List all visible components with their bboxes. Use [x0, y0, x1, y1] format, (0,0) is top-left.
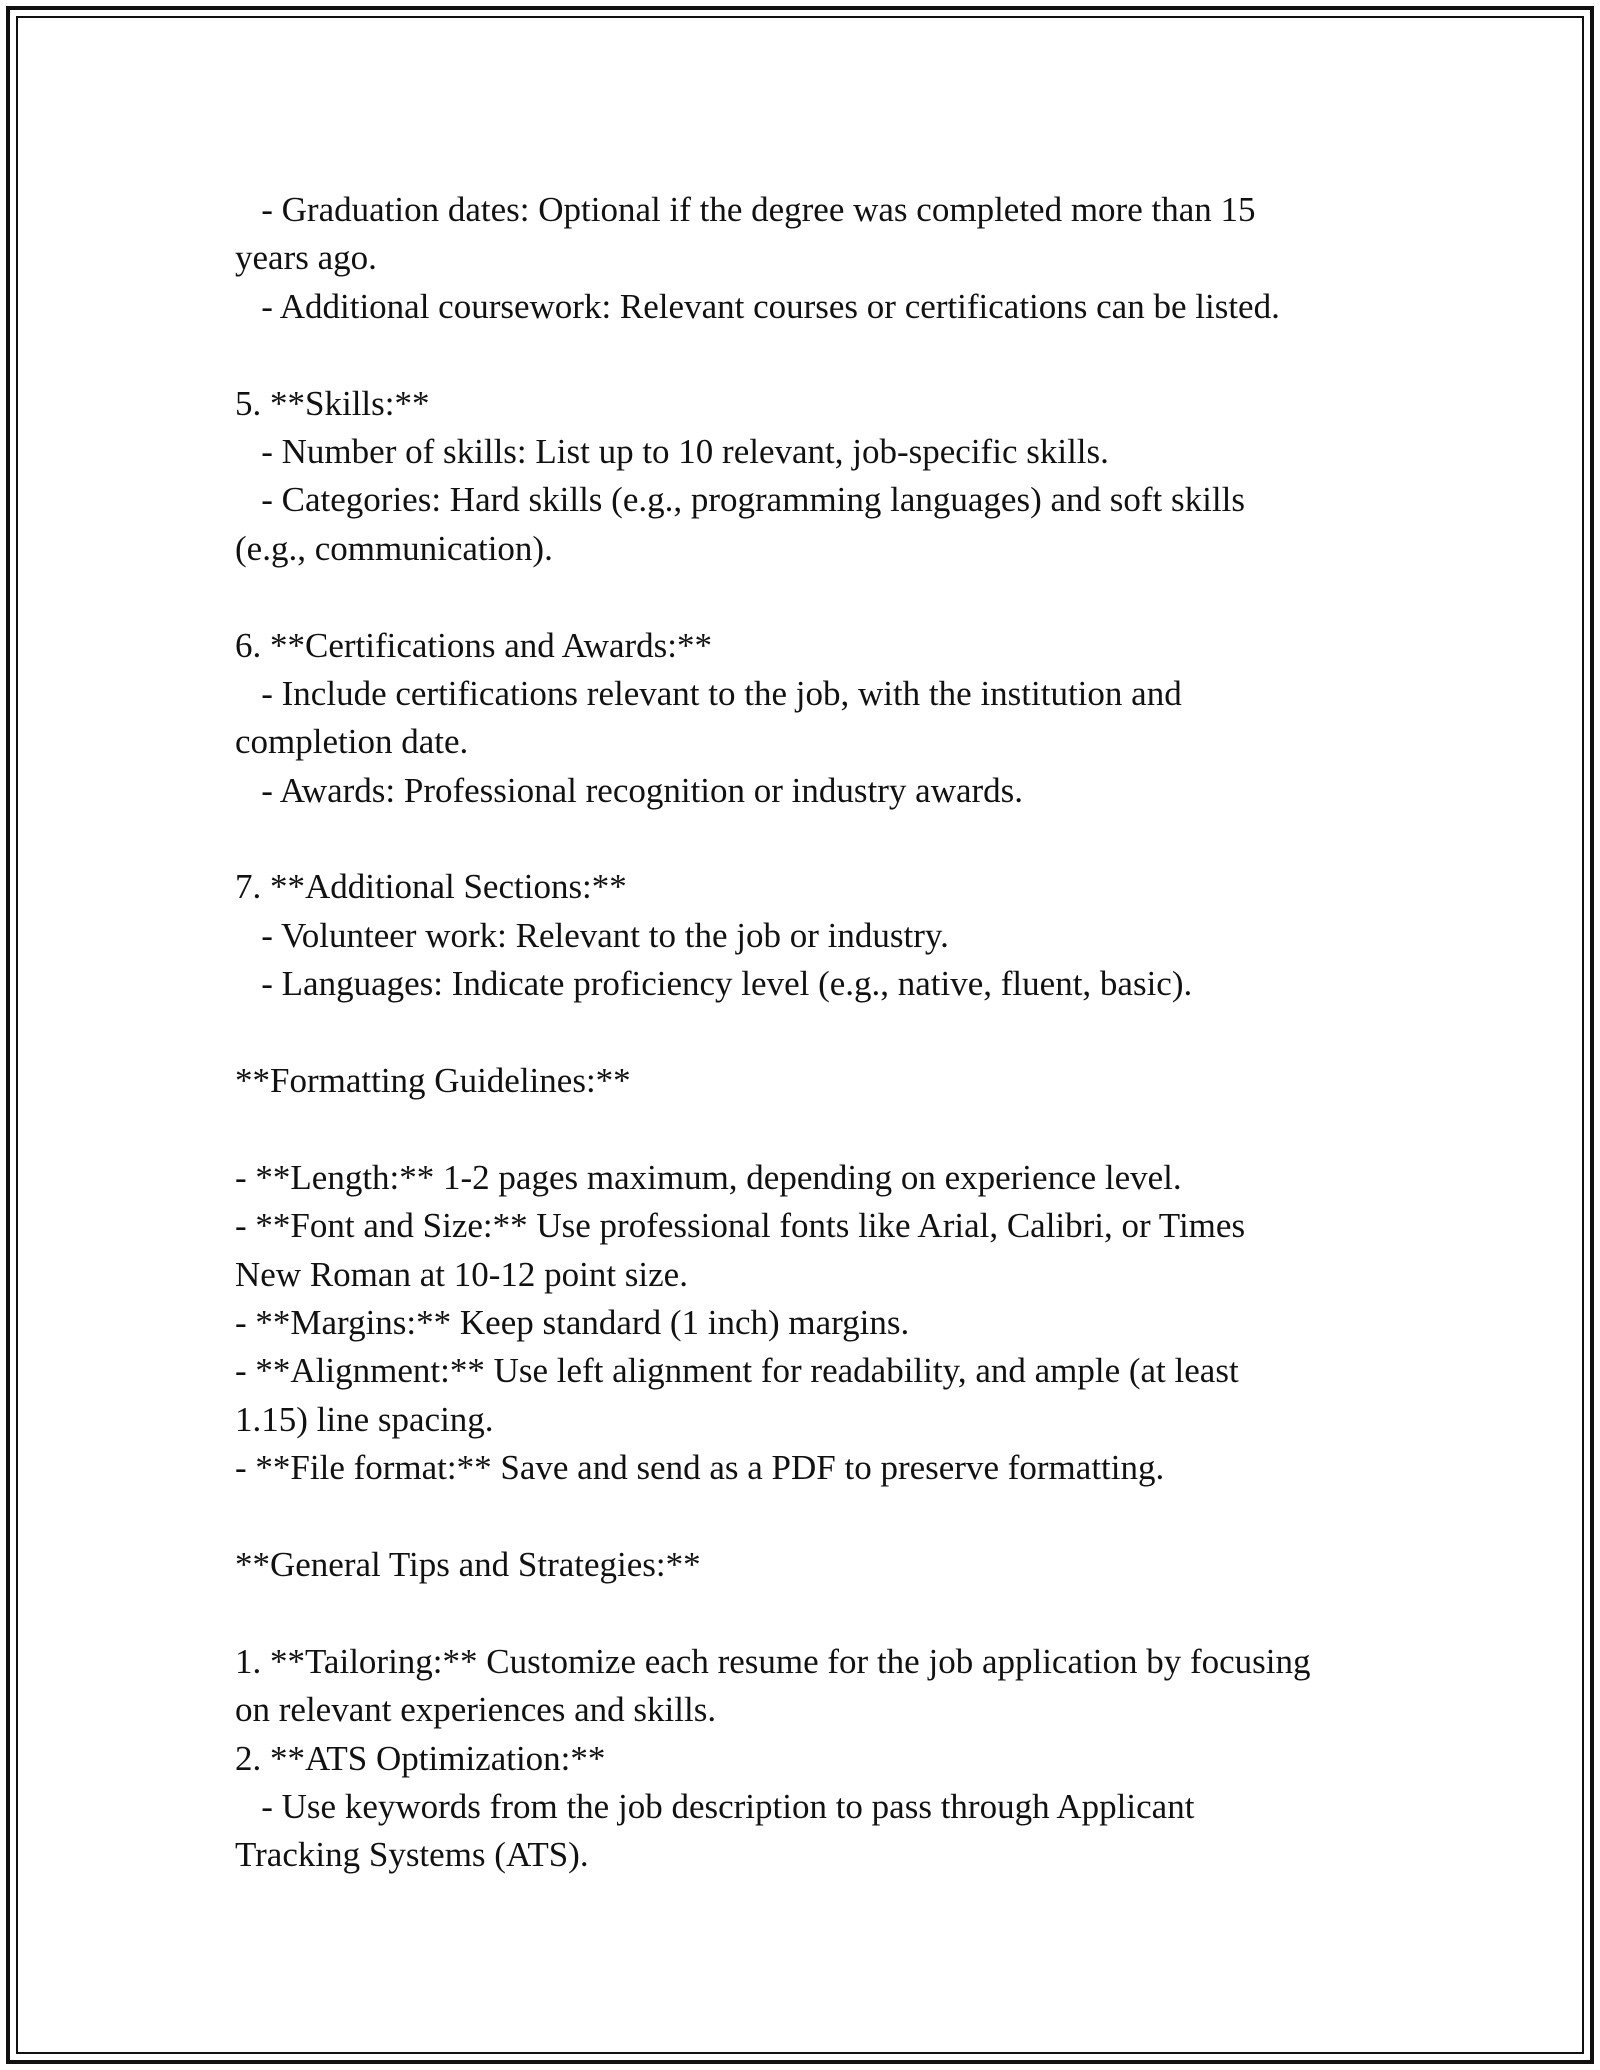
text-line: 2. **ATS Optimization:** [235, 1738, 606, 1778]
blank-line [235, 1105, 1395, 1153]
text-line: - Categories: Hard skills (e.g., programming languages) and soft skills [235, 480, 1245, 520]
text-line: - Graduation dates: Optional if the degree was completed more than 15 [235, 190, 1256, 229]
text-line: New Roman at 10-12 point size. [235, 1254, 688, 1294]
text-line: Tracking Systems (ATS). [235, 1835, 589, 1875]
blank-line [235, 1493, 1395, 1541]
blank-line [235, 1009, 1395, 1057]
text-line: - Languages: Indicate proficiency level (e.g., native, fluent, basic). [235, 964, 1193, 1004]
text-line: on relevant experiences and skills. [235, 1690, 717, 1730]
text-line: - **File format:** Save and send as a PDF to preserve formatting. [235, 1448, 1165, 1488]
section-heading-additional: 7. **Additional Sections:** [235, 867, 627, 907]
text-line: 1. **Tailoring:** Customize each resume for the job application by focusing [235, 1641, 1311, 1681]
text-line: - **Margins:** Keep standard (1 inch) margins. [235, 1302, 910, 1342]
blank-line [235, 573, 1395, 621]
text-line: 1.15) line spacing. [235, 1399, 494, 1439]
section-heading-skills: 5. **Skills:** [235, 383, 430, 423]
blank-line [235, 815, 1395, 863]
section-heading-tips: **General Tips and Strategies:** [235, 1544, 701, 1584]
text-line: - Include certifications relevant to the job, with the institution and [235, 673, 1182, 713]
text-line: years ago. [235, 238, 377, 278]
text-line: completion date. [235, 722, 469, 762]
text-line: - **Length:** 1-2 pages maximum, depending on experience level. [235, 1157, 1182, 1197]
text-line: - Awards: Professional recognition or industry awards. [235, 770, 1024, 810]
text-line: (e.g., communication). [235, 528, 553, 568]
text-line: - **Font and Size:** Use professional fonts like Arial, Calibri, or Times [235, 1206, 1246, 1246]
text-line: - Volunteer work: Relevant to the job or industry. [235, 915, 949, 955]
blank-line [235, 1589, 1395, 1637]
section-heading-formatting: **Formatting Guidelines:** [235, 1061, 631, 1101]
text-line: - Additional coursework: Relevant courses or certifications can be listed. [235, 286, 1280, 326]
section-heading-certifications: 6. **Certifications and Awards:** [235, 625, 712, 665]
text-line: - Number of skills: List up to 10 relevant, job-specific skills. [235, 431, 1109, 471]
blank-line [235, 331, 1395, 379]
text-line: - **Alignment:** Use left alignment for readability, and ample (at least [235, 1351, 1239, 1391]
document-body [235, 186, 1395, 1880]
text-line: - Use keywords from the job description to pass through Applicant [235, 1786, 1195, 1826]
